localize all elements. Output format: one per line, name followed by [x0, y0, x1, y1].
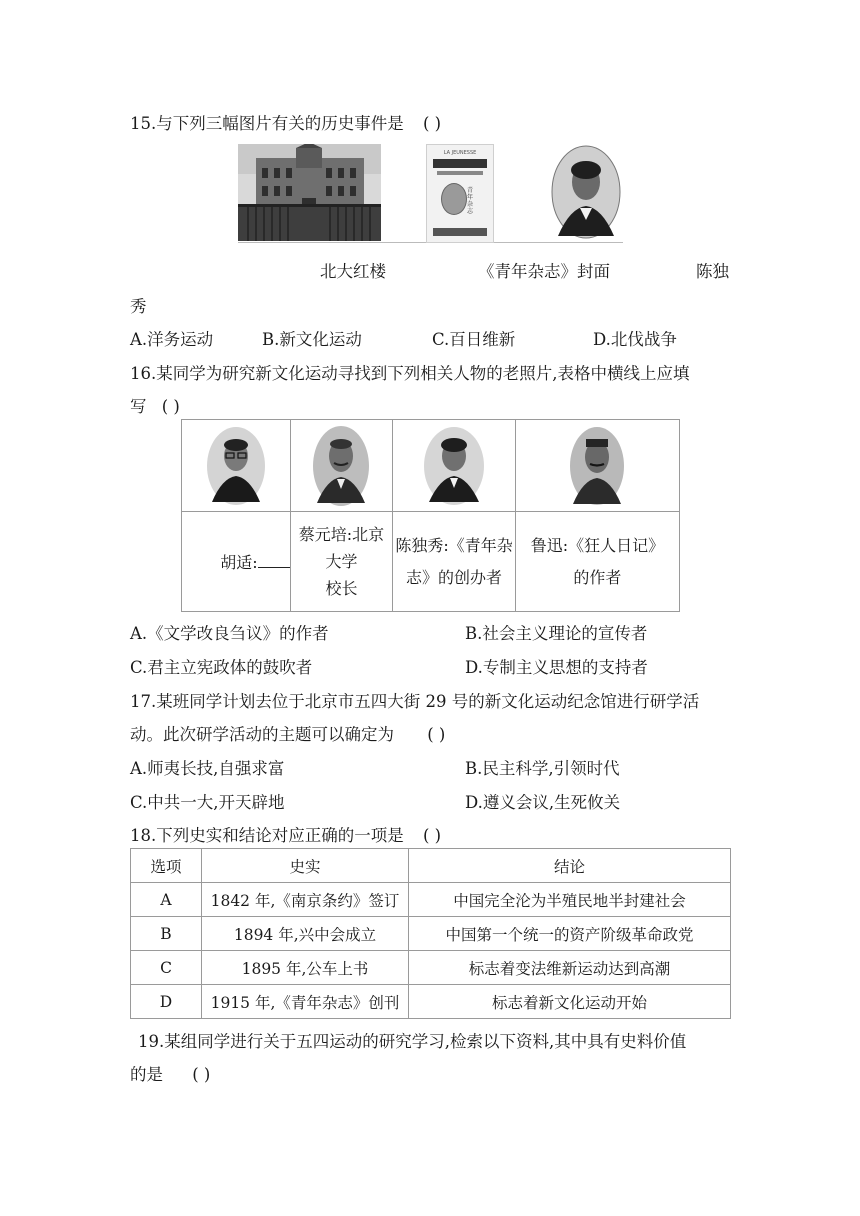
magazine-masthead: LA JEUNESSE [443, 150, 477, 156]
table-row [131, 917, 731, 951]
magazine-subtitle-band [437, 171, 483, 175]
peking-red-building-photo [238, 144, 381, 241]
q19-stem-line1: 19.某组同学进行关于五四运动的研究学习,检索以下资料,其中具有史料价值 [138, 1032, 687, 1051]
hu-shi-portrait [206, 426, 266, 506]
q16-answer-paren: ( ) [161, 397, 180, 416]
q18-header-option: 选项 [131, 849, 202, 883]
q18-row-a-fact: 1842 年,《南京条约》签订 [202, 883, 409, 917]
q15-image-strip [238, 144, 623, 243]
q15-stem: 15.与下列三幅图片有关的历史事件是 ( ) [130, 114, 442, 133]
magazine-footer-band [433, 228, 487, 236]
cai-yuanpei-portrait [312, 425, 370, 507]
cai-yuanpei-line1: 蔡元培:北京 [298, 525, 385, 544]
chen-duxiu-portrait [550, 144, 622, 241]
table-row [131, 985, 731, 1019]
magazine-title-band [433, 159, 487, 168]
q17-stem-line1: 17.某班同学计划去位于北京市五四大街 29 号的新文化运动纪念馆进行研学活 [130, 692, 700, 711]
q18-row-a-conclusion: 中国完全沦为半殖民地半封建社会 [409, 883, 731, 917]
q16-portrait-row [182, 420, 680, 512]
q18-row-d-conclusion: 标志着新文化运动开始 [409, 985, 731, 1019]
q18-row-a-option: A [131, 883, 202, 917]
q18-fact-table [130, 848, 731, 1019]
q16-stem-line2: 写 ( ) [130, 397, 180, 416]
q18-stem: 18.下列史实和结论对应正确的一项是 ( ) [130, 826, 442, 845]
q16-option-c: C.君主立宪政体的鼓吹者 [130, 658, 313, 677]
cai-yuanpei-line2: 大学 [325, 552, 358, 571]
q16-option-a: A.《文学改良刍议》的作者 [130, 624, 329, 643]
q18-answer-paren: ( ) [423, 826, 442, 845]
q18-row-b-option: B [131, 917, 202, 951]
q17-option-a: A.师夷长技,自强求富 [130, 759, 285, 778]
q15-answer-paren: ( ) [423, 114, 442, 133]
q18-row-b-fact: 1894 年,兴中会成立 [202, 917, 409, 951]
q17-option-b: B.民主科学,引领时代 [465, 759, 620, 778]
chen-duxiu-line2: 志》的创办者 [406, 567, 503, 587]
youth-magazine-cover-image [426, 144, 494, 243]
chen-duxiu-photo-cell [393, 420, 516, 512]
q16-stem-line1: 16.某同学为研究新文化运动寻找到下列相关人物的老照片,表格中横线上应填 [130, 364, 690, 383]
q18-row-b-conclusion: 中国第一个统一的资产阶级革命政党 [409, 917, 731, 951]
lu-xun-cell [515, 512, 679, 612]
cai-yuanpei-photo-cell [290, 420, 393, 512]
chen-duxiu-cell [393, 512, 516, 612]
caption-chen-duxiu-part2: 秀 [130, 297, 147, 316]
q18-header-fact: 史实 [202, 849, 409, 883]
q15-option-b: B.新文化运动 [262, 330, 362, 349]
q18-row-c-fact: 1895 年,公车上书 [202, 951, 409, 985]
table-row [131, 883, 731, 917]
chen-duxiu-table-portrait [423, 426, 485, 506]
table-row [131, 951, 731, 985]
q15-option-a: A.洋务运动 [130, 330, 214, 349]
q17-stem-line2: 动。此次研学活动的主题可以确定为 ( ) [130, 725, 446, 744]
cai-yuanpei-cell [290, 512, 393, 612]
hu-shi-cell [182, 512, 291, 612]
lu-xun-line1: 鲁迅:《狂人日记》 [530, 535, 665, 555]
hu-shi-photo-cell [182, 420, 291, 512]
lu-xun-photo-cell [515, 420, 679, 512]
q18-row-c-option: C [131, 951, 202, 985]
cai-yuanpei-line3: 校长 [325, 579, 358, 598]
caption-magazine-cover: 《青年杂志》封面 [478, 262, 610, 281]
q16-option-b: B.社会主义理论的宣传者 [465, 624, 648, 643]
magazine-badge: 青年杂志 [467, 187, 474, 215]
caption-chen-duxiu-part1: 陈独 [696, 262, 729, 281]
caption-red-building: 北大红楼 [320, 262, 386, 281]
magazine-portrait [441, 183, 467, 215]
q16-description-row [182, 512, 680, 612]
q17-option-c: C.中共一大,开天辟地 [130, 793, 285, 812]
chen-duxiu-line1: 陈独秀:《青年杂 [395, 535, 513, 555]
q18-row-d-option: D [131, 985, 202, 1019]
q16-portrait-table [181, 419, 680, 612]
q18-row-c-conclusion: 标志着变法维新运动达到高潮 [409, 951, 731, 985]
q17-answer-paren: ( ) [427, 725, 446, 744]
q19-answer-paren: ( ) [192, 1065, 211, 1084]
lu-xun-portrait [569, 426, 625, 506]
q15-option-c: C.百日维新 [432, 330, 516, 349]
q19-stem-line2: 的是 ( ) [130, 1065, 211, 1084]
q16-option-d: D.专制主义思想的支持者 [465, 658, 648, 677]
q18-header-conclusion: 结论 [409, 849, 731, 883]
hu-shi-label: 胡适: [220, 553, 258, 572]
q15-option-d: D.北伐战争 [593, 330, 677, 349]
lu-xun-line2: 的作者 [573, 567, 622, 587]
q18-header-row [131, 849, 731, 883]
q17-option-d: D.遵义会议,生死攸关 [465, 793, 621, 812]
q18-row-d-fact: 1915 年,《青年杂志》创刊 [202, 985, 409, 1019]
hu-shi-blank [258, 553, 290, 568]
